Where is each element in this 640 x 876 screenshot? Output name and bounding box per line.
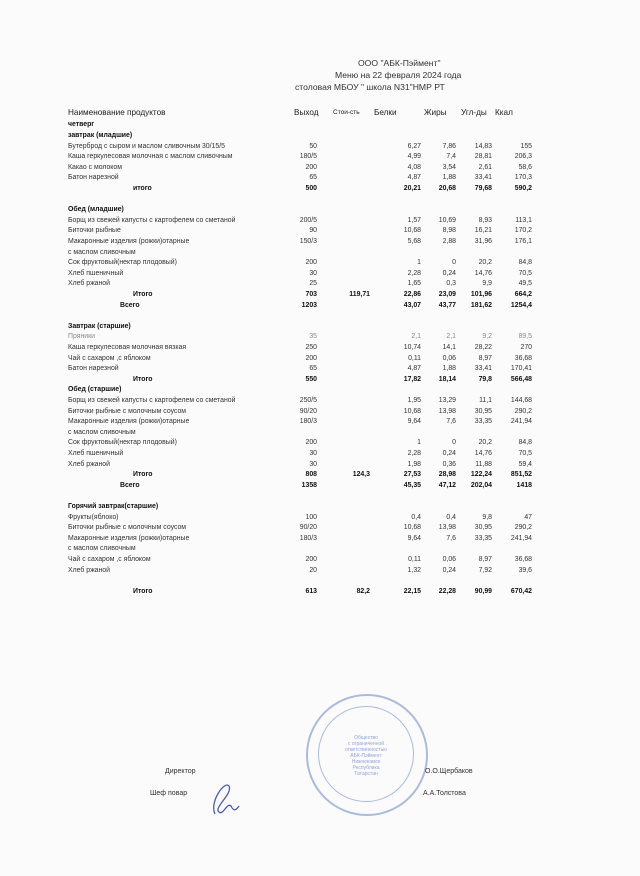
cell-out: 30 [309,460,317,468]
cell-k: 39,6 [518,566,532,574]
cell-b: 5,68 [407,238,421,245]
cell-u: 33,35 [474,534,492,542]
cell-name: Сок фруктовый(нектар плодовый) [68,259,177,267]
chef-label: Шеф повар [150,790,188,797]
cell-k: 566,48 [510,375,532,383]
cell-u: 14,76 [474,450,492,457]
cell-z: 1,88 [442,365,456,373]
cell-name: Обед (старшие) [68,386,122,394]
cell-name: Макаронные изделия (рожки)отарные [68,238,190,245]
table-row [0,555,640,565]
cell-out: 30 [309,450,317,457]
stamp-line: Республика [352,765,380,771]
table-row [0,142,640,152]
cell-k: 851,52 [510,471,532,479]
cell-k: 84,8 [518,259,532,267]
cell-out: 50 [309,142,317,150]
cell-b: 43,07 [403,301,421,309]
cell-out: 250 [305,344,317,351]
table-row [0,566,640,576]
cell-name: Бутерброд с сыром и маслом сливочным 30/15/5 [68,142,225,150]
cell-u: 9,2 [482,333,492,341]
cell-b: 1,95 [407,397,421,404]
cell-out: 1203 [301,301,317,309]
cell-b: 0,11 [408,354,421,362]
cell-b: 17,82 [403,375,421,383]
cell-b: 27,53 [403,471,421,479]
cell-z: 7,6 [446,534,456,542]
cell-b: 1,32 [407,566,421,574]
cell-b: 10,68 [403,227,421,235]
cell-out: 90/20 [299,407,317,415]
cell-name: с маслом сливочным [68,428,136,436]
col-kcal: Ккал [495,108,513,117]
table-row [0,216,640,226]
cell-z: 0,06 [442,354,456,362]
cell-out: 65 [309,174,317,182]
cell-name: Завтрак (старшие) [68,322,131,330]
cell-k: 144,68 [510,397,532,404]
cell-k: 84,8 [518,439,532,447]
cell-out: 30 [309,269,317,277]
cell-name: Хлеб ржаной [68,566,110,574]
cell-out: 100 [305,513,317,521]
cell-k: 664,2 [514,291,532,298]
table-row [0,258,640,268]
total-row [0,184,640,194]
cell-z: 7,6 [446,418,456,426]
cell-name: Какао с молоком [68,163,122,171]
cell-b: 9,64 [407,534,421,542]
cell-name: Пряники [68,333,95,341]
stamp-line: Нижнекамск [351,759,381,765]
col-fat: Жиры [424,108,447,117]
cell-cost: 82,2 [356,587,370,595]
total-row [0,470,640,480]
cell-k: 176,1 [514,238,532,245]
cell-out: 35 [309,333,317,341]
cell-z: 3,54 [442,163,456,171]
cell-out: 500 [305,185,317,192]
cell-z: 28,98 [438,471,456,479]
cell-z: 0 [452,439,456,447]
chef-name: А.А.Толстова [423,790,466,797]
cell-b: 4,08 [407,163,421,171]
stamp-line: с ограниченной [347,741,385,747]
stamp [306,694,428,816]
cell-u: 202,04 [470,481,492,489]
menu-date: Меню на 22 февраля 2024 года [335,70,462,80]
cell-u: 33,41 [474,365,492,373]
cell-k: 670,42 [510,587,532,595]
cell-name: Фрукты(яблоко) [68,513,119,521]
cell-z: 7,4 [446,153,456,161]
cell-b: 2,28 [407,269,421,277]
cell-k: 47 [524,513,532,521]
cell-u: 11,1 [479,397,492,404]
table-row [0,534,640,544]
cell-z: 0,24 [442,566,456,574]
cell-name: с маслом сливочным [68,545,136,553]
cell-out: 90/20 [299,524,317,532]
cell-z: 22,28 [438,587,456,595]
table-row [0,248,640,258]
cell-k: 70,5 [518,269,532,277]
cell-u: 31,96 [474,238,492,245]
cell-u: 30,95 [474,407,492,415]
cell-z: 20,68 [438,185,456,192]
cell-k: 270 [520,344,532,351]
cell-z: 47,12 [438,481,456,489]
cell-k: 1254,4 [510,301,532,309]
cell-name: Каша геркулесовая молочная с маслом сливочным [68,153,233,161]
cell-b: 45,35 [403,481,421,489]
cell-k: 49,5 [518,280,532,288]
table-row [0,173,640,183]
cell-z: 8,98 [442,227,456,235]
cell-b: 1,98 [407,460,421,468]
cell-u: 79,8 [478,375,492,383]
col-output: Выход [294,108,319,117]
col-name: Наименование продуктов [68,108,166,117]
cell-k: 290,2 [514,524,532,532]
cell-out: 90 [309,227,317,235]
cell-b: 0,4 [411,513,421,521]
cell-k: 89,5 [518,333,532,341]
table-row [0,428,640,438]
cell-z: 1,88 [442,174,456,182]
cell-k: 36,68 [514,556,532,563]
cell-out: 703 [305,291,317,298]
table-row [0,163,640,173]
cell-name: Чай с сахаром ,с яблоком [68,556,151,563]
cell-name: с маслом сливочным [68,248,136,256]
cell-b: 22,15 [403,587,421,595]
cell-out: 613 [305,587,317,595]
cell-out: 250/5 [299,397,317,404]
cell-z: 0,06 [442,556,456,563]
table-row [0,438,640,448]
cell-name: Всего [120,481,140,489]
cell-out: 200 [305,354,317,362]
cell-name: Батон нарезной [68,174,119,182]
cell-k: 206,3 [514,153,532,161]
cell-out: 150/3 [299,238,317,245]
cell-b: 6,27 [407,142,421,150]
table-row [0,354,640,364]
cell-name: Биточки рыбные [68,227,121,235]
col-protein: Белки [374,108,397,117]
cell-name: Хлеб пшеничный [68,269,124,277]
table-row [0,237,640,247]
day-label: четверг [68,121,95,128]
cell-b: 1 [417,259,421,267]
cell-out: 200 [305,259,317,267]
cell-u: 11,88 [475,460,492,468]
cell-b: 4,87 [407,174,421,182]
cell-name: Итого [133,587,153,595]
col-carbs: Угл-ды [461,108,487,117]
stamp-line: ответственностью [344,747,388,753]
cell-out: 200 [305,439,317,447]
table-row [0,523,640,533]
cell-u: 33,35 [474,418,492,426]
cell-name: Каша геркулесовая молочная вязкая [68,344,187,351]
cell-k: 155 [520,142,532,150]
table-row [0,407,640,417]
cell-name: Борщ из свежей капусты с картофелем со сметаной [68,216,236,224]
cell-b: 1 [417,439,421,447]
section-heading [0,385,640,395]
cell-u: 14,76 [474,269,492,277]
cell-u: 30,95 [474,524,492,532]
total-row [0,290,640,300]
cell-k: 59,4 [518,460,532,468]
cell-z: 10,69 [438,216,456,224]
director-label: Директор [165,768,196,775]
cell-u: 122,24 [470,471,492,479]
cell-b: 20,21 [403,185,421,192]
cell-b: 4,87 [407,365,421,373]
cell-name: Макаронные изделия (рожки)отарные [68,418,190,426]
total-row [0,587,640,597]
table-row [0,396,640,406]
cell-b: 4,99 [407,153,421,161]
cell-name: Итого [133,375,153,383]
cell-z: 7,86 [442,142,456,150]
cell-b: 9,64 [407,418,421,426]
cell-name: Биточки рыбные с молочным соусом [68,524,187,532]
cell-cost: 119,71 [349,291,370,298]
cell-z: 18,14 [438,375,456,383]
cell-z: 2,1 [446,333,456,341]
table-row [0,279,640,289]
cell-out: 25 [309,280,317,288]
cell-out: 550 [305,375,317,383]
cell-z: 0,3 [446,280,456,288]
cell-k: 70,5 [518,450,532,457]
table-row [0,332,640,342]
cell-k: 241,94 [510,418,532,426]
cell-k: 590,2 [514,185,532,192]
section-heading [0,205,640,215]
cell-name: завтрак (младшие) [68,132,133,139]
cell-name: Итого [133,471,153,479]
table-row [0,226,640,236]
cell-name: Горячий завтрак(старшие) [68,503,159,510]
cell-u: 2,61 [478,163,492,171]
signature-mark [205,772,245,822]
cell-b: 2,28 [407,450,421,457]
column-header [0,108,640,120]
cell-z: 0,24 [442,269,456,277]
stamp-text [327,735,405,777]
table-row [0,460,640,470]
cell-name: Всего [120,301,140,309]
cell-out: 808 [305,471,317,479]
section-heading [0,502,640,512]
cell-k: 170,3 [514,174,532,182]
cell-k: 58,6 [518,163,532,171]
cell-b: 2,1 [411,333,421,341]
cell-u: 7,92 [478,566,492,574]
cell-z: 43,77 [438,301,456,309]
cell-u: 9,8 [482,513,492,521]
table-row [0,449,640,459]
cell-name: Хлеб ржаной [68,460,110,468]
cell-out: 180/5 [299,153,317,161]
cell-u: 14,83 [474,142,492,150]
cell-u: 20,2 [478,439,492,447]
cell-name: Хлеб пшеничный [68,450,124,457]
cell-out: 200 [305,556,317,563]
cell-u: 9,9 [482,280,492,288]
cell-out: 200/5 [299,216,317,224]
cell-name: Борщ из свежей капусты с картофелем со сметаной [68,397,236,404]
cell-u: 8,93 [478,216,492,224]
cell-u: 101,96 [470,291,492,298]
stamp-line: Общество [354,735,378,741]
director-name: О.О.Щербаков [425,768,473,775]
cell-z: 0,4 [446,513,456,521]
cell-name: Итого [133,291,153,298]
table-row [0,343,640,353]
cell-u: 28,81 [474,153,492,161]
cell-name: итого [133,185,152,192]
cell-u: 28,22 [474,344,492,351]
company-name: ООО "АБК-Пэймент" [358,58,441,68]
cell-name: Чай с сахаром ,с яблоком [68,354,151,362]
cell-u: 16,21 [474,227,492,235]
cell-k: 170,2 [514,227,532,235]
table-row [0,364,640,374]
cell-u: 33,41 [474,174,492,182]
cell-name: Батон нарезной [68,365,119,373]
cell-z: 2,88 [442,238,456,245]
cell-name: Сок фруктовый(нектар плодовый) [68,439,177,447]
cell-k: 1418 [516,481,532,489]
cell-b: 1,65 [407,280,421,288]
section-heading [0,322,640,332]
total-row [0,481,640,491]
cell-b: 10,68 [403,524,421,532]
cell-k: 290,2 [514,407,532,415]
table-row [0,417,640,427]
cell-name: Хлеб ржаной [68,280,110,288]
cell-z: 13,29 [438,397,456,404]
cell-out: 1358 [301,481,317,489]
cell-b: 0,11 [408,556,421,563]
cell-k: 36,68 [514,354,532,362]
total-row [0,301,640,311]
cell-u: 79,68 [474,185,492,192]
stamp-line: АБК-Пэймент [350,753,382,759]
cell-u: 20,2 [478,259,492,267]
col-cost: Стои-сть [333,109,360,116]
cell-u: 181,62 [470,301,492,309]
cell-z: 13,98 [438,407,456,415]
cell-z: 0,24 [442,450,456,457]
cell-out: 20 [309,566,317,574]
cell-u: 8,97 [478,354,492,362]
stamp-line: Татарстан [354,771,378,777]
cell-k: 241,94 [510,534,532,542]
table-row [0,544,640,554]
cell-z: 23,09 [438,291,456,298]
cell-name: Обед (младшие) [68,206,124,214]
canteen-name: столовая МБОУ " школа N31"НМР РТ [295,82,445,92]
cell-name: Биточки рыбные с молочным соусом [68,407,187,415]
cell-b: 1,57 [407,216,421,224]
cell-k: 170,41 [510,365,532,373]
cell-b: 10,74 [403,344,421,351]
cell-out: 200 [305,163,317,171]
section-heading [0,131,640,141]
table-row [0,269,640,279]
table-row [0,152,640,162]
cell-out: 180/3 [299,534,317,542]
cell-z: 0 [452,259,456,267]
cell-u: 90,99 [474,587,492,595]
cell-out: 65 [309,365,317,373]
cell-u: 8,97 [478,556,492,563]
cell-name: Макаронные изделия (рожки)отарные [68,534,190,542]
cell-k: 113,1 [515,216,532,224]
cell-b: 22,86 [403,291,421,298]
cell-z: 14,1 [442,344,456,351]
cell-out: 180/3 [299,418,317,426]
cell-cost: 124,3 [352,471,370,479]
cell-z: 13,98 [438,524,456,532]
table-row [0,513,640,523]
cell-b: 10,68 [403,407,421,415]
total-row [0,375,640,385]
cell-z: 0,36 [442,460,456,468]
